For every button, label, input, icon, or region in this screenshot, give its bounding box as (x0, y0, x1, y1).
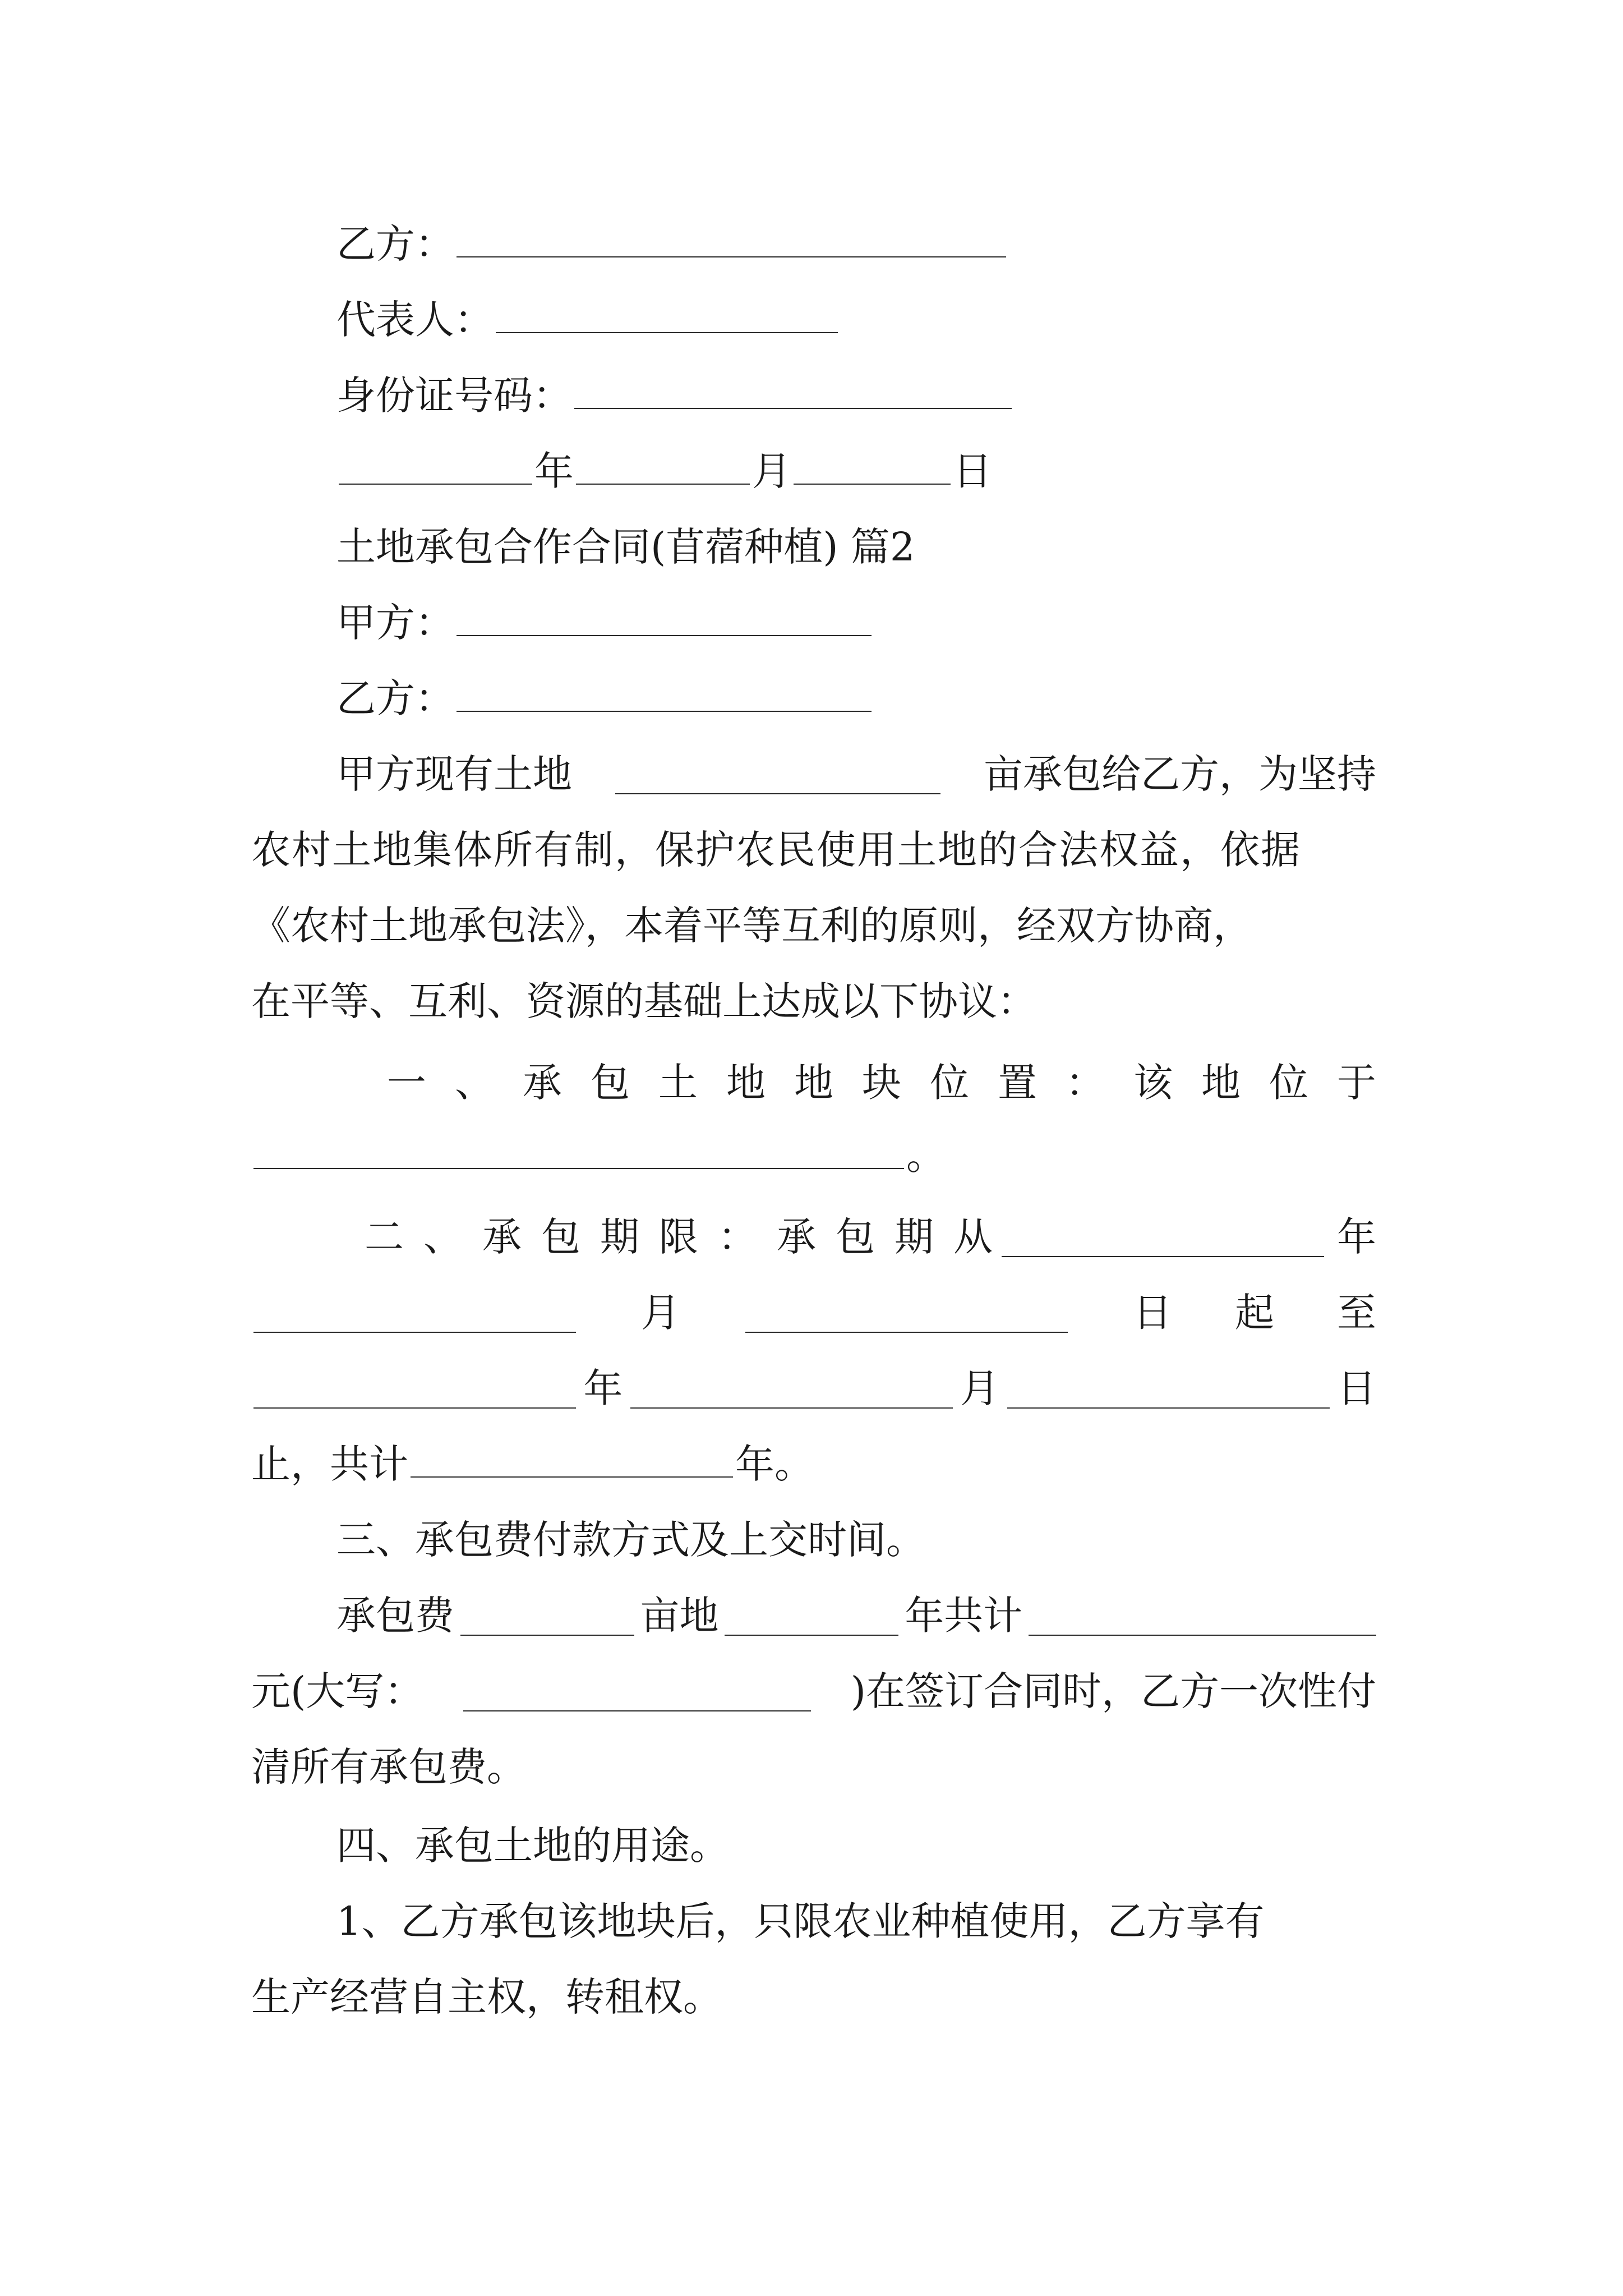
section1-char: 、 (455, 1060, 494, 1106)
date-month-label: 月 (752, 448, 791, 494)
term-total-blank[interactable] (411, 1437, 733, 1478)
para-intro-line4-text: 在平等、互利、资源的基础上达成以下协议： (251, 978, 1036, 1024)
party-a-blank[interactable] (457, 596, 872, 636)
contract-title (336, 519, 915, 575)
section1-end: 。 (906, 1133, 946, 1179)
term-end-month-blank[interactable] (630, 1368, 953, 1409)
section2-char: 期 (895, 1214, 934, 1260)
para-intro-a: 甲方现有土地 (336, 751, 572, 797)
section3-line2 (251, 1663, 1376, 1719)
section1-line1 (387, 1055, 1376, 1111)
para-intro-line2-text: 农村土地集体所有制，保护农民使用土地的合法权益，依据 (251, 827, 1301, 873)
section2-char: 承 (482, 1214, 522, 1260)
fee-mu-label: 亩地 (640, 1593, 719, 1639)
section1-char: 于 (1337, 1060, 1376, 1106)
section1-char: 承 (523, 1060, 562, 1106)
term-end-day-blank[interactable] (1007, 1368, 1330, 1409)
term-start-day-label: 日 (1133, 1290, 1172, 1336)
term-start-month-label: 月 (641, 1290, 680, 1336)
section1-char: 一 (387, 1060, 426, 1106)
para-intro-line1 (336, 746, 1376, 802)
contract-title-text: 土地承包合作合同(苜蓿种植) 篇2 (336, 524, 915, 570)
party-b-blank[interactable] (457, 217, 1006, 257)
para-intro-line2 (251, 822, 1301, 878)
fee-capital-blank[interactable] (463, 1671, 811, 1711)
section2-line3 (251, 1360, 1376, 1416)
date-line (336, 443, 992, 499)
party-b-line (336, 216, 1008, 272)
section3-line1 (336, 1588, 1376, 1644)
representative-blank[interactable] (496, 293, 838, 333)
fee-payment-text: )在签订合同时，乙方一次性付 (850, 1668, 1376, 1714)
date-year-blank[interactable] (339, 444, 532, 485)
term-total-b: 年。 (735, 1441, 814, 1487)
section2-char: 包 (836, 1214, 875, 1260)
id-number-label: 身份证号码： (336, 372, 572, 418)
section1-char: 地 (794, 1060, 833, 1106)
fee-per-mu-blank[interactable] (460, 1595, 634, 1636)
fee-label: 承包费 (336, 1593, 454, 1639)
section1-char: 该 (1133, 1060, 1173, 1106)
term-start-month-blank[interactable] (253, 1292, 576, 1333)
party-b2-blank[interactable] (457, 671, 872, 712)
party-b2-label: 乙方： (336, 675, 454, 721)
section1-char: 土 (658, 1060, 698, 1106)
id-number-line (336, 367, 1014, 424)
term-start-day-blank[interactable] (745, 1292, 1068, 1333)
term-total-a: 止，共计 (251, 1441, 408, 1487)
id-number-blank[interactable] (574, 369, 1012, 409)
section2-line1 (365, 1209, 1376, 1265)
term-end-year-blank[interactable] (253, 1368, 576, 1409)
section4-line1 (336, 1893, 1265, 1949)
para-intro-b: 亩承包给乙方，为坚持 (984, 751, 1376, 797)
party-a-line (336, 595, 874, 651)
section2-line4 (251, 1436, 814, 1492)
section4-line2-text: 生产经营自主权，转租权。 (251, 1974, 722, 2020)
section2-char: 承 (777, 1214, 816, 1260)
section2-char: 期 (600, 1214, 639, 1260)
section2-char: 、 (423, 1214, 463, 1260)
section2-char: 包 (541, 1214, 580, 1260)
section1-char: 位 (930, 1060, 969, 1106)
section1-line2 (251, 1128, 946, 1184)
date-day-blank[interactable] (794, 444, 951, 485)
term-start-year-label: 年 (1337, 1214, 1376, 1260)
section2-char: 从 (953, 1214, 993, 1260)
section4-line2 (251, 1969, 722, 2025)
section4-title (336, 1818, 729, 1874)
section3-title-text: 三、承包费付款方式及上交时间。 (336, 1517, 925, 1563)
section1-char: 置 (998, 1060, 1037, 1106)
para-intro-line3-text: 《农村土地承包法》，本着平等互利的原则，经双方协商， (251, 903, 1252, 949)
fee-capital-label: 元(大写： (251, 1668, 424, 1714)
fee-total-label: 年共计 (905, 1593, 1023, 1639)
section2-char: 限 (659, 1214, 698, 1260)
term-end-month-label: 月 (960, 1365, 1000, 1411)
section1-char: 地 (1201, 1060, 1241, 1106)
section3-line3 (251, 1739, 526, 1795)
date-year-label: 年 (534, 448, 574, 494)
date-month-blank[interactable] (576, 444, 750, 485)
party-b2-line (336, 670, 874, 726)
party-b-label: 乙方： (336, 221, 454, 267)
section4-title-text: 四、承包土地的用途。 (336, 1823, 729, 1869)
term-zhi-label: 至 (1337, 1290, 1376, 1336)
land-area-blank[interactable] (615, 754, 940, 794)
party-a-label: 甲方： (336, 600, 454, 646)
section1-char: 位 (1269, 1060, 1308, 1106)
para-intro-line4 (251, 973, 1036, 1029)
term-start-year-blank[interactable] (1002, 1217, 1324, 1257)
section2-heading (365, 1209, 993, 1265)
section1-char: 包 (591, 1060, 630, 1106)
section1-char: 地 (726, 1060, 766, 1106)
section2-char: ： (718, 1214, 757, 1260)
term-end-year-label: 年 (583, 1365, 623, 1411)
fee-total-blank[interactable] (1029, 1595, 1376, 1636)
section3-title (336, 1512, 925, 1568)
section1-char: ： (1066, 1060, 1105, 1106)
section1-char: 块 (862, 1060, 901, 1106)
representative-line (336, 292, 840, 348)
section4-line1-text: 1、乙方承包该地块后，只限农业种植使用，乙方享有 (336, 1898, 1265, 1944)
representative-label: 代表人： (336, 297, 494, 343)
para-intro-line3 (251, 898, 1252, 954)
section3-line3-text: 清所有承包费。 (251, 1744, 526, 1790)
fee-year-blank[interactable] (725, 1595, 898, 1636)
term-end-day-label: 日 (1336, 1365, 1376, 1411)
section2-char: 二 (365, 1214, 404, 1260)
land-location-blank[interactable] (253, 1129, 904, 1169)
section1-heading (387, 1055, 1376, 1111)
date-day-label: 日 (953, 448, 992, 494)
term-qi-label: 起 (1235, 1290, 1274, 1336)
section2-line2 (251, 1285, 1376, 1341)
